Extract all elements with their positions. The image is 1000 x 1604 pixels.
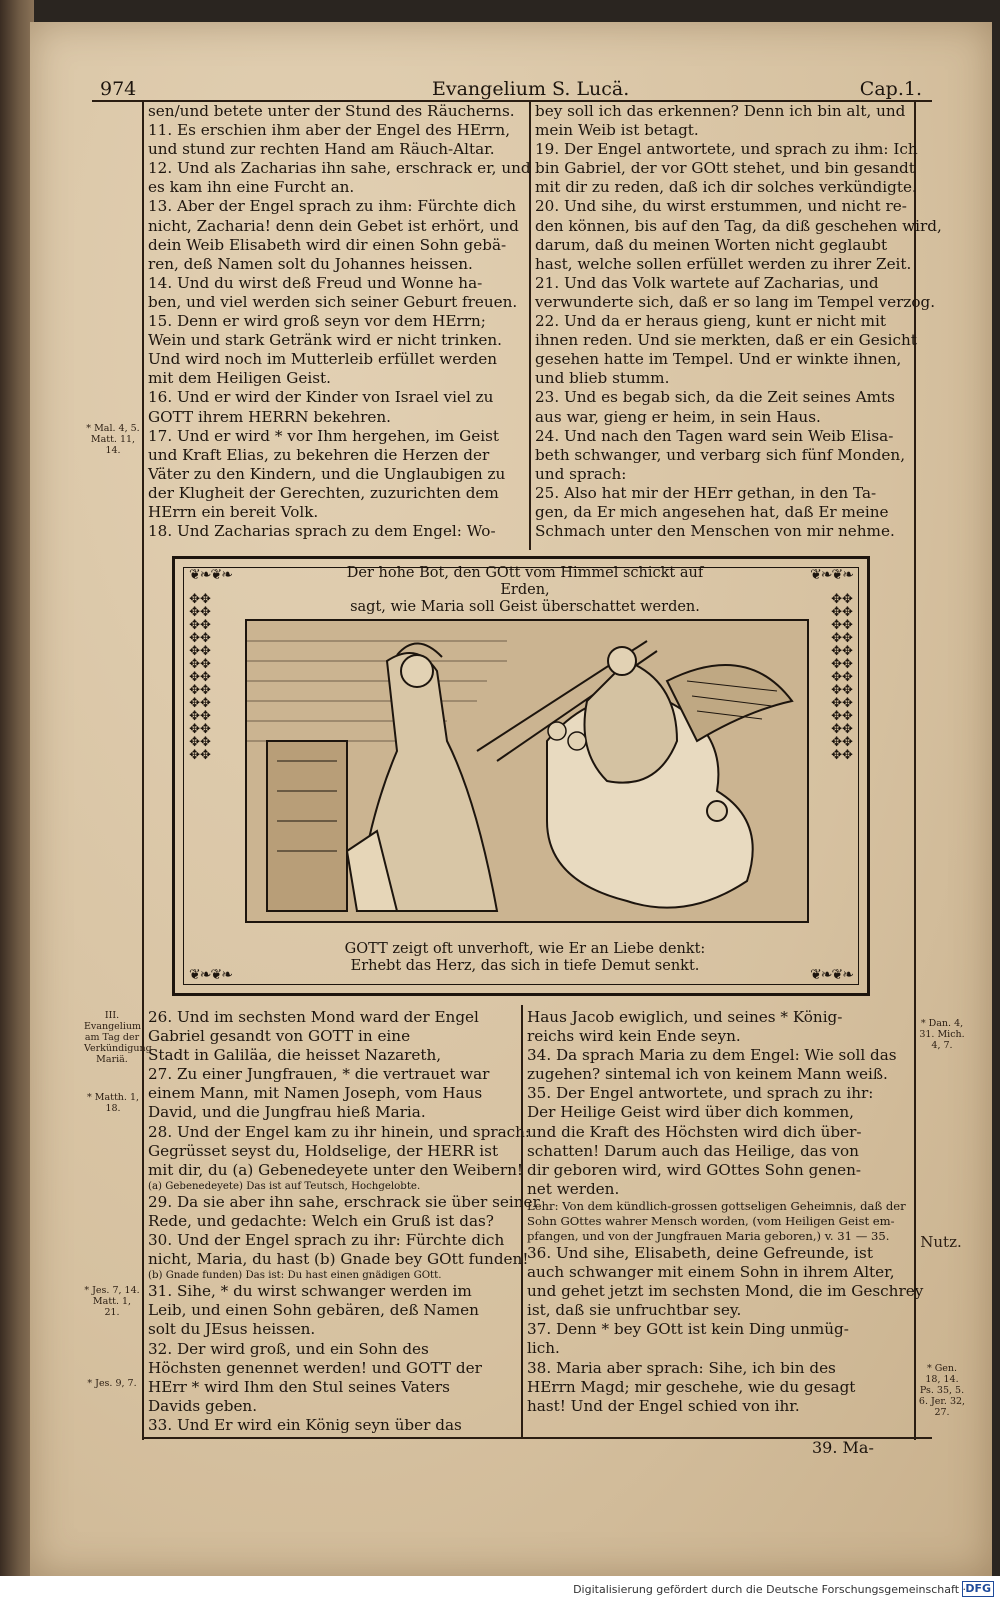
marginal-note-nutz: Nutz. (920, 1233, 962, 1251)
text-line: nicht, Zacharia! denn dein Gebet ist erhört, und (148, 216, 519, 235)
ornament-left-border: ✥✥✥✥✥✥✥✥✥✥✥✥✥✥✥✥✥✥✥✥✥✥✥✥✥✥ (189, 592, 211, 763)
text-line: (b) Gnade funden) Das ist: Du hast einen gnädigen GOtt. (148, 1270, 442, 1282)
text-line: 14. Und du wirst deß Freud und Wonne ha- (148, 273, 483, 292)
text-line: GOTT ihrem HERRN bekehren. (148, 407, 391, 426)
text-line: (a) Gebenedeyete) Das ist auf Teutsch, Hochgelobte. (148, 1180, 421, 1192)
marginal-note-evangelium: III. Evangelium am Tag der Verkündigung Mariä. (84, 1010, 152, 1065)
ornament-bottom-right: ❦❧❦❧ (810, 967, 853, 983)
text-line: 11. Es erschien ihm aber der Engel des HErrn, (148, 121, 511, 140)
text-line: mit dir zu reden, daß ich dir solches verkündigte. (535, 178, 917, 197)
ornament-bottom-left: ❦❧❦❧ (189, 967, 232, 983)
text-line: schatten! Darum auch das Heilige, das von (527, 1141, 859, 1160)
text-line: HErrn Magd; mir geschehe, wie du gesagt (527, 1377, 856, 1396)
text-line: 25. Also hat mir der HErr gethan, in den Ta- (535, 483, 877, 502)
text-line: aus war, gieng er heim, in sein Haus. (535, 407, 821, 426)
text-line: und sprach: (535, 464, 627, 483)
text-line: 27. Zu einer Jungfrauen, * die vertrauet war (148, 1065, 490, 1084)
text-line: net werden. (527, 1179, 620, 1198)
text-line: mit dir, du (a) Gebenedeyete unter den Weibern! (148, 1160, 524, 1179)
text-line: 31. Sihe, * du wirst schwanger werden im (148, 1282, 472, 1301)
page-number: 974 (100, 78, 137, 100)
text-line: ben, und viel werden sich seiner Geburt freuen. (148, 292, 518, 311)
text-line: bin Gabriel, der vor GOtt stehet, und bin gesandt (535, 159, 915, 178)
text-line: beth schwanger, und verbarg sich fünf Monden, (535, 445, 906, 464)
text-line: hast, welche sollen erfüllet werden zu ihrer Zeit. (535, 254, 912, 273)
right-column-bottom (527, 1008, 924, 1416)
text-line: dein Weib Elisabeth wird dir einen Sohn gebä- (148, 235, 507, 254)
text-line: 38. Maria aber sprach: Sihe, ich bin des (527, 1358, 836, 1377)
column-divider-bottom (521, 1005, 523, 1437)
running-header (92, 78, 932, 100)
text-line: 30. Und der Engel sprach zu ihr: Fürchte dich (148, 1231, 505, 1250)
text-line: David, und die Jungfrau hieß Maria. (148, 1103, 426, 1122)
text-line: Und wird noch im Mutterleib erfüllet werden (148, 350, 497, 369)
woodcut-figure (172, 556, 870, 996)
marginal-note-dan: * Dan. 4, 31. Mich. 4, 7. (919, 1018, 965, 1051)
marginal-note-jes9: * Jes. 9, 7. (87, 1378, 137, 1389)
text-line: reichs wird kein Ende seyn. (527, 1027, 741, 1046)
text-line: Wein und stark Getränk wird er nicht trinken. (148, 331, 502, 350)
text-line: ist, daß sie unfruchtbar sey. (527, 1301, 742, 1320)
caption-bottom (325, 941, 725, 975)
text-line: mit dem Heiligen Geist. (148, 369, 331, 388)
text-line: verwunderte sich, daß er so lang im Tempel verzog. (535, 292, 936, 311)
text-line: Schmach unter den Menschen von mir nehme. (535, 522, 895, 541)
text-line: 35. Der Engel antwortete, und sprach zu ihr: (527, 1084, 874, 1103)
text-line: 28. Und der Engel kam zu ihr hinein, und sprach: (148, 1122, 531, 1141)
text-line: 29. Da sie aber ihn sahe, erschrack sie über seiner (148, 1192, 540, 1211)
text-line: 17. Und er wird * vor Ihm hergehen, im Geist (148, 426, 500, 445)
text-line: 20. Und sihe, du wirst erstummen, und nicht re- (535, 197, 907, 216)
text-line: der Klugheit der Gerechten, zuzurichten dem (148, 483, 499, 502)
caption-top-line-1: Der hohe Bot, den GOtt vom Himmel schickt auf Erden, (346, 565, 704, 598)
text-line: gesehen hatte im Tempel. Und er winkte ihnen, (535, 350, 902, 369)
dfg-logo: DFG (962, 1581, 994, 1597)
text-line: Väter zu den Kindern, und die Unglaubigen zu (148, 464, 506, 483)
text-line: nicht, Maria, du hast (b) Gnade bey GOtt funden! (148, 1250, 529, 1269)
text-line: lich. (527, 1339, 560, 1358)
text-line: 34. Da sprach Maria zu dem Engel: Wie soll das (527, 1046, 897, 1065)
text-line: und stund zur rechten Hand am Räuch-Altar. (148, 140, 495, 159)
left-column-top (148, 102, 531, 541)
text-line: 19. Der Engel antwortete, und sprach zu ihm: Ich (535, 140, 918, 159)
text-line: HErrn ein bereit Volk. (148, 502, 319, 521)
funding-credit: Digitalisierung gefördert durch die Deutsche Forschungsgemeinschaft · (573, 1583, 966, 1596)
marginal-note-matth: * Matth. 1, 18. (86, 1092, 140, 1114)
text-line: es kam ihn eine Furcht an. (148, 178, 355, 197)
text-line: sen/und betete unter der Stund des Räucherns. (148, 102, 515, 120)
right-column-top (535, 102, 942, 541)
text-line: 24. Und nach den Tagen ward sein Weib Elisa- (535, 426, 894, 445)
text-line: und gehet jetzt im sechsten Mond, die im Geschrey (527, 1282, 924, 1301)
text-line: 26. Und im sechsten Mond ward der Engel (148, 1008, 479, 1026)
caption-bottom-line-1: GOTT zeigt oft unverhoft, wie Er an Liebe denkt: (344, 941, 706, 957)
text-line: Stadt in Galiläa, die heisset Nazareth, (148, 1046, 442, 1065)
text-line: 12. Und als Zacharias ihn sahe, erschrack er, und (148, 159, 531, 178)
text-line: ihnen reden. Und sie merkten, daß er ein Gesicht (535, 331, 917, 350)
left-column-bottom (148, 1008, 540, 1435)
text-line: 32. Der wird groß, und ein Sohn des (148, 1339, 429, 1358)
text-line: solt du JEsus heissen. (148, 1320, 316, 1339)
text-line: Davids geben. (148, 1396, 258, 1415)
text-line: darum, daß du meinen Worten nicht geglaubt (535, 235, 888, 254)
text-line: 15. Denn er wird groß seyn vor dem HErrn; (148, 312, 486, 331)
text-line: 36. Und sihe, Elisabeth, deine Gefreunde, ist (527, 1243, 873, 1262)
text-line: dir geboren wird, wird GOttes Sohn genen- (527, 1160, 861, 1179)
text-line: Lehr: Von dem kündlich-grossen gottseligen Geheimnis, daß der (527, 1198, 906, 1213)
text-line: Rede, und gedachte: Welch ein Gruß ist das? (148, 1211, 494, 1230)
text-line: Gegrüsset seyst du, Holdselige, der HERR ist (148, 1141, 499, 1160)
text-line: den können, bis auf den Tag, da diß geschehen wird, (535, 216, 942, 235)
text-line: ren, deß Namen solt du Johannes heissen. (148, 254, 473, 273)
annunciation-woodcut (245, 619, 809, 923)
chapter-label: Cap.1. (859, 78, 922, 100)
text-line: mein Weib ist betagt. (535, 121, 699, 140)
book-spine (0, 0, 34, 1604)
caption-bottom-line-2: Erhebt das Herz, das sich in tiefe Demut senkt. (350, 958, 700, 974)
text-line: 16. Und er wird der Kinder von Israel viel zu (148, 388, 494, 407)
digitization-footer (0, 1576, 1000, 1604)
text-line: Sohn GOttes wahrer Mensch worden, (vom Heiligen Geist em- (527, 1213, 895, 1228)
text-line: auch schwanger mit einem Sohn in ihrem Alter, (527, 1263, 895, 1282)
text-line: Der Heilige Geist wird über dich kommen, (527, 1103, 854, 1122)
caption-top (325, 565, 725, 616)
catchword: 39. Ma- (812, 1438, 874, 1457)
text-line: pfangen, und von der Jungfrauen Maria geboren,) v. 31 — 35. (527, 1228, 890, 1243)
text-line: einem Mann, mit Namen Joseph, vom Haus (148, 1084, 483, 1103)
text-line: gen, da Er mich angesehen hat, daß Er meine (535, 502, 889, 521)
text-line: und die Kraft des Höchsten wird dich über- (527, 1122, 862, 1141)
text-line: Höchsten genennet werden! und GOTT der (148, 1358, 482, 1377)
text-line: und blieb stumm. (535, 369, 670, 388)
text-line: zugehen? sintemal ich von keinem Mann weiß. (527, 1065, 888, 1084)
ornament-right-border: ✥✥✥✥✥✥✥✥✥✥✥✥✥✥✥✥✥✥✥✥✥✥✥✥✥✥ (831, 592, 853, 763)
text-line: Gabriel gesandt von GOTT in eine (148, 1027, 411, 1046)
text-line: und Kraft Elias, zu bekehren die Herzen der (148, 445, 490, 464)
text-line: Haus Jacob ewiglich, und seines * König- (527, 1008, 843, 1026)
text-line: 18. Und Zacharias sprach zu dem Engel: Wo- (148, 522, 496, 541)
text-line: 33. Und Er wird ein König seyn über das (148, 1415, 462, 1434)
marginal-note-mal: * Mal. 4, 5. Matt. 11, 14. (86, 423, 140, 456)
text-line: 22. Und da er heraus gieng, kunt er nicht mit (535, 312, 886, 331)
text-line: 21. Und das Volk wartete auf Zacharias, und (535, 273, 879, 292)
marginal-note-jes7: * Jes. 7, 14. Matt. 1, 21. (84, 1285, 140, 1318)
ornament-top-right: ❦❧❦❧ (810, 567, 853, 583)
text-line: Leib, und einen Sohn gebären, deß Namen (148, 1301, 479, 1320)
text-line: HErr * wird Ihm den Stul seines Vaters (148, 1377, 450, 1396)
running-title: Evangelium S. Lucä. (432, 78, 630, 100)
annunciation-illustration (247, 621, 807, 921)
text-line: 37. Denn * bey GOtt ist kein Ding unmüg- (527, 1320, 849, 1339)
text-line: hast! Und der Engel schied von ihr. (527, 1396, 800, 1415)
ornament-top-left: ❦❧❦❧ (189, 567, 232, 583)
caption-top-line-2: sagt, wie Maria soll Geist überschattet werden. (350, 599, 700, 615)
text-line: bey soll ich das erkennen? Denn ich bin alt, und (535, 102, 906, 120)
left-margin-rule (142, 100, 144, 1440)
text-line: 23. Und es begab sich, da die Zeit seines Amts (535, 388, 895, 407)
marginal-note-gen: * Gen. 18, 14. Ps. 35, 5. 6. Jer. 32, 27. (918, 1363, 966, 1418)
text-line: 13. Aber der Engel sprach zu ihm: Fürchte dich (148, 197, 517, 216)
